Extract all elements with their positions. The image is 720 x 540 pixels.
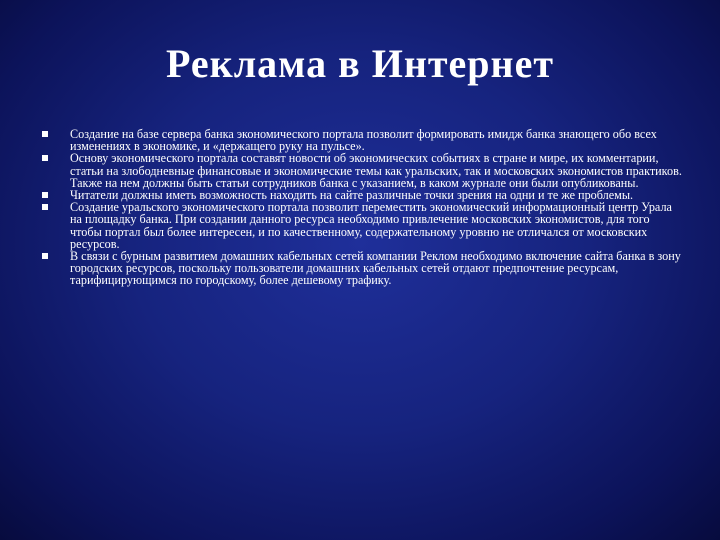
square-bullet-icon (42, 131, 48, 137)
square-bullet-icon (42, 204, 48, 210)
list-item (42, 152, 682, 189)
bullet-text: В связи с бурным развитием домашних кабельных сетей компании Реклом необходимо включение сайта банка в зону городских ресурсов, поскольку пользователи домашних кабельных сетей отдают предпочтение ресурсам, тарифицирующимся по городскому, более дешевому трафику. (70, 249, 681, 288)
square-bullet-icon (42, 192, 48, 198)
list-item (42, 201, 682, 250)
square-bullet-icon (42, 253, 48, 259)
list-item (42, 128, 682, 152)
bullet-text: Читатели должны иметь возможность находить на сайте различные точки зрения на одни и те же проблемы. (70, 188, 634, 203)
slide-title: Реклама в Интернет (166, 41, 554, 86)
bullet-text: Основу экономического портала составят новости об экономических событиях в стране и мире, их комментарии, статьи на злободневные финансовые и экономические темы как уральских, так и московских экономистов практиков. Также на нем должны быть статьи сотрудников банка с указанием, в каком журнале они были опубликованы. (70, 151, 682, 190)
bullet-list (42, 128, 682, 287)
list-item (42, 250, 682, 287)
bullet-text: Создание уральского экономического портала позволит переместить экономический информационный центр Урала на площадку банка. При создании данного ресурса необходимо привлечение московских экономистов, для того чтобы портал был более интересен, и по качественному, содержательному уровню не отличался от московских ресурсов. (70, 200, 672, 251)
square-bullet-icon (42, 155, 48, 161)
bullet-text: Создание на базе сервера банка экономического портала позволит формировать имидж банка знающего обо всех изменениях в экономике, и «держащего руку на пульсе». (70, 127, 657, 154)
